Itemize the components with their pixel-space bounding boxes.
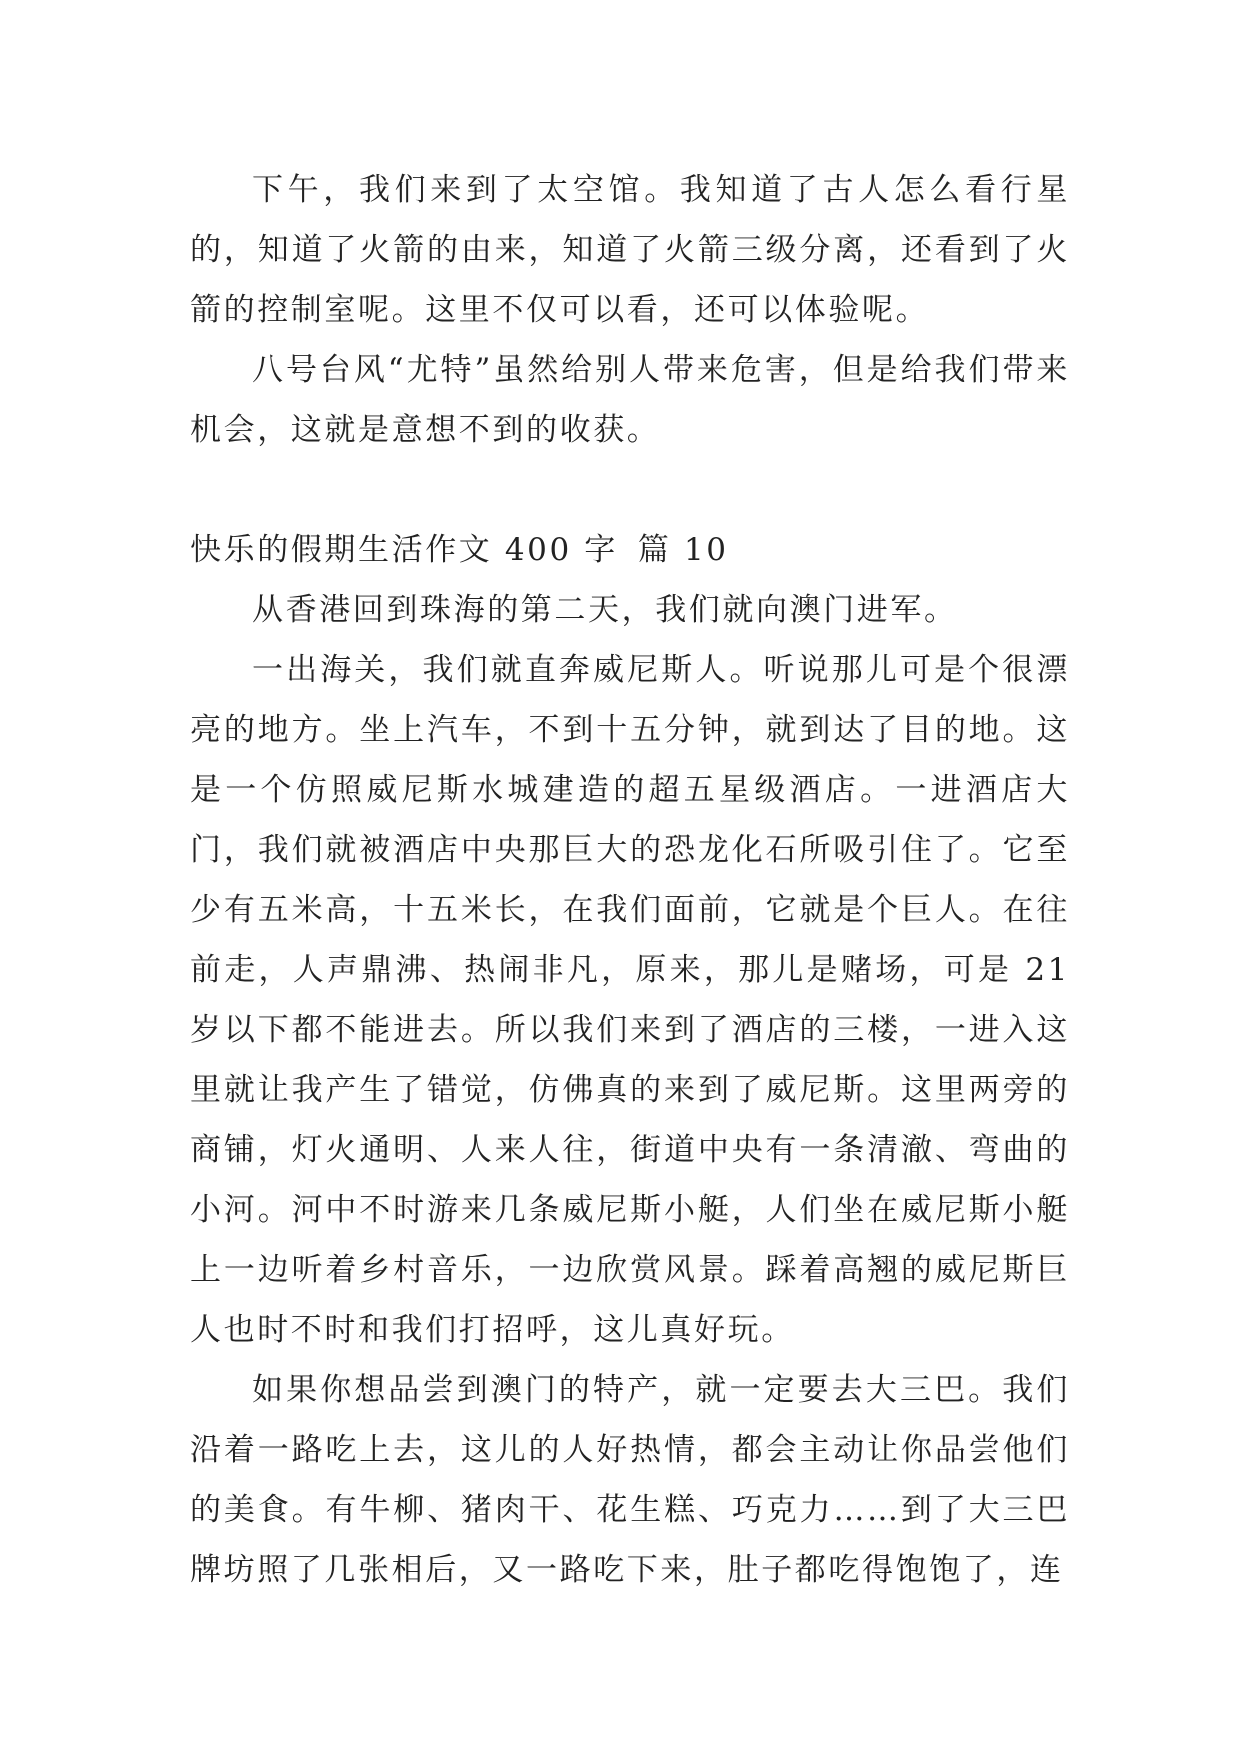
- paragraph-venetian: 一出海关，我们就直奔威尼斯人。听说那儿可是个很漂亮的地方。坐上汽车，不到十五分钟，就到达了目的地。这是一个仿照威尼斯水城建造的超五星级酒店。一进酒店大门，我们就被酒店中央那巨大的恐龙化石所吸引住了。它至少有五米高，十五米长，在我们面前，它就是个巨人。在往前走，人声鼎沸、热闹非凡，原来，那儿是赌场，可是 21 岁以下都不能进去。所以我们来到了酒店的三楼，一进入这里就让我产生了错觉，仿佛真的来到了威尼斯。这里两旁的商铺，灯火通明、人来人往，街道中央有一条清澈、弯曲的小河。河中不时游来几条威尼斯小艇，人们坐在威尼斯小艇上一边听着乡村音乐，一边欣赏风景。踩着高翘的威尼斯巨人也时不时和我们打招呼，这儿真好玩。: [190, 652, 1070, 1348]
- section-heading: [190, 520, 1070, 580]
- paragraph-ruins-st-paul: 如果你想品尝到澳门的特产，就一定要去大三巴。我们沿着一路吃上去，这儿的人好热情，都会主动让你品尝他们的美食。有牛柳、猪肉干、花生糕、巧克力……到了大三巴牌坊照了几张相后，又一路吃下来，肚子都吃得饱饱了，连: [190, 1372, 1070, 1588]
- section-number: 篇 10: [637, 532, 729, 568]
- section-title: 快乐的假期生活作文 400 字: [190, 532, 618, 568]
- paragraph-to-macau: 从香港回到珠海的第二天，我们就向澳门进军。: [252, 592, 958, 628]
- document-body: [190, 160, 1070, 1600]
- paragraph-typhoon: 八号台风“尤特”虽然给别人带来危害，但是给我们带来机会，这就是意想不到的收获。: [190, 352, 1070, 448]
- paragraph-space-museum: 下午，我们来到了太空馆。我知道了古人怎么看行星的，知道了火箭的由来，知道了火箭三级分离，还看到了火箭的控制室呢。这里不仅可以看，还可以体验呢。: [190, 172, 1070, 328]
